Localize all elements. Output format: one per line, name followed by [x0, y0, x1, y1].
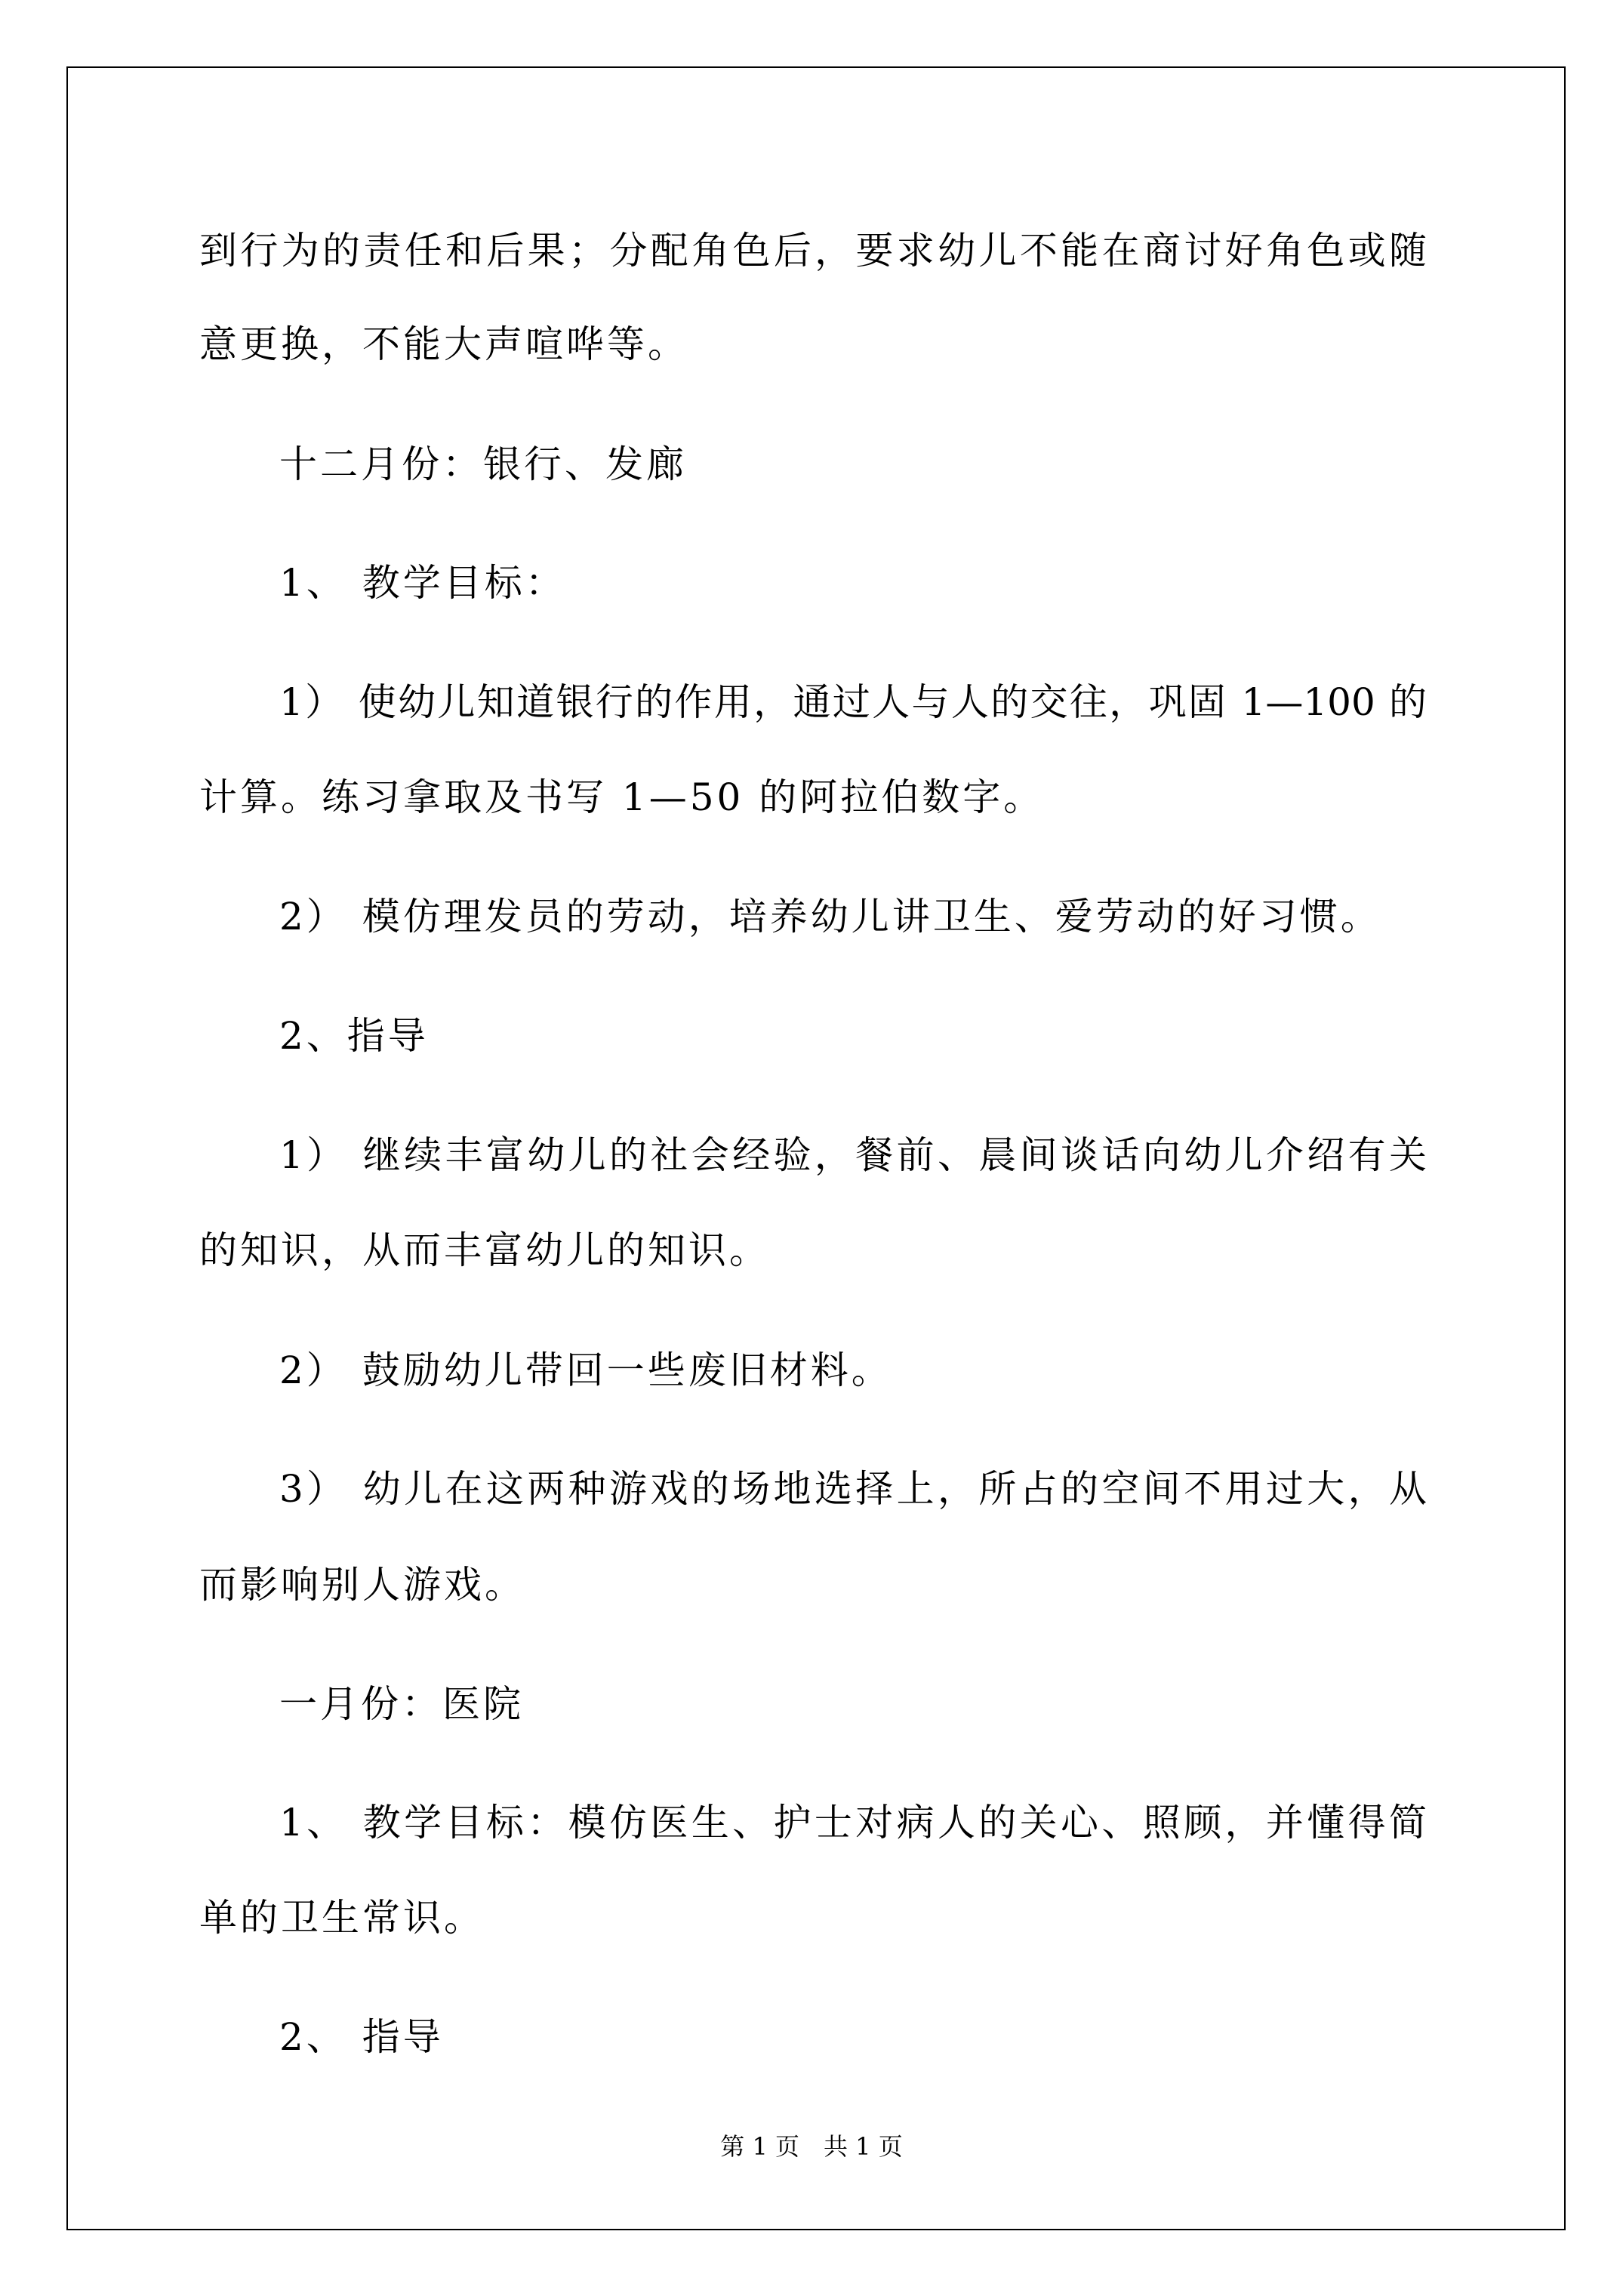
- section-heading: 一月份：医院: [279, 1682, 524, 1726]
- paragraph-line: 计算。练习拿取及书写 1—50 的阿拉伯数字。: [199, 775, 1045, 819]
- paragraph-line: 单的卫生常识。: [199, 1896, 485, 1940]
- list-item: 3） 幼儿在这两种游戏的场地选择上，所占的空间不用过大，从: [279, 1467, 1427, 1511]
- list-item: 2、指导: [279, 1014, 429, 1058]
- paragraph-line: 意更换，不能大声喧哗等。: [199, 322, 688, 366]
- list-item: 2） 模仿理发员的劳动，培养幼儿讲卫生、爱劳动的好习惯。: [279, 895, 1381, 938]
- list-item: 1、 教学目标：模仿医生、护士对病人的关心、照顾，并懂得简: [279, 1801, 1427, 1845]
- list-item: 1、 教学目标：: [279, 561, 566, 605]
- section-heading: 十二月份：银行、发廊: [279, 442, 687, 486]
- list-item: 2、 指导: [279, 2015, 444, 2059]
- paragraph-line: 而影响别人游戏。: [199, 1563, 525, 1607]
- list-item: 1） 使幼儿知道银行的作用，通过人与人的交往，巩固 1—100 的: [279, 680, 1427, 724]
- page-footer: 第 1 页 共 1 页: [720, 2132, 903, 2161]
- paragraph-line: 的知识，从而丰富幼儿的知识。: [199, 1228, 770, 1272]
- list-item: 2） 鼓励幼儿带回一些废旧材料。: [279, 1348, 892, 1392]
- paragraph-line: 到行为的责任和后果；分配角色后，要求幼儿不能在商讨好角色或随: [199, 229, 1427, 273]
- list-item: 1） 继续丰富幼儿的社会经验，餐前、晨间谈话向幼儿介绍有关: [279, 1133, 1427, 1177]
